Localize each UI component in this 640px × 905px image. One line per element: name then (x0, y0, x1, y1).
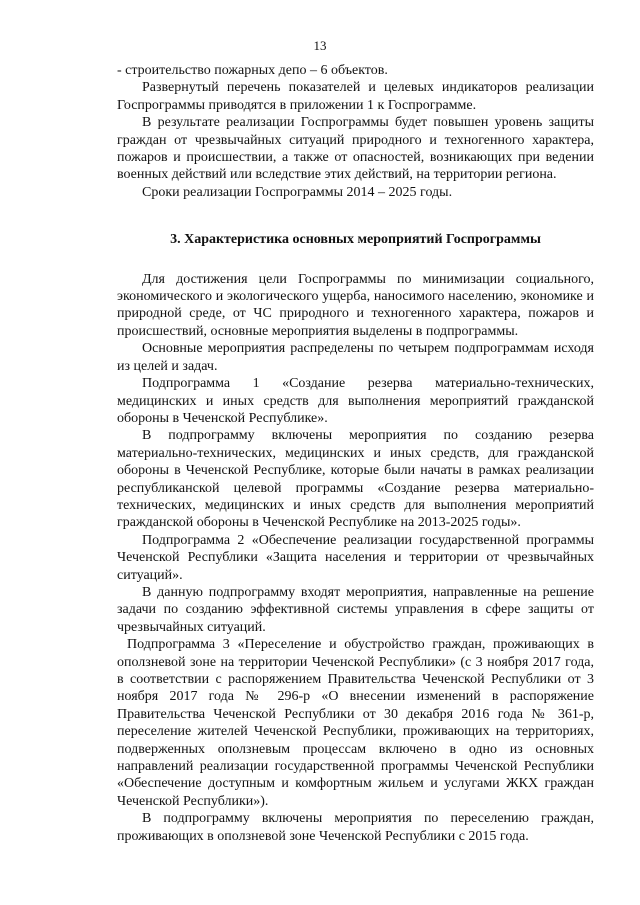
page-content (117, 62, 594, 845)
paragraph: Подпрограмма 1 «Создание резерва материально-технических, медицинских и иных средств для выполнения мероприятий гражданской обороны в Чеченской Республике». (117, 376, 594, 426)
paragraph: В данную подпрограмму входят мероприятия, направленные на решение задачи по созданию эффективной системы управления в сфере защиты от чрезвычайных ситуаций. (117, 584, 594, 635)
paragraph: Для достижения цели Госпрограммы по минимизации социального, экономического и экологического ущерба, наносимого населению, экономике и природной среде, от ЧС природного и техногенного характера, пожаров и происшествий, основные мероприятия выделены в подпрограммы. (117, 271, 594, 339)
top-section (117, 62, 594, 201)
section-heading: 3. Характеристика основных мероприятий Госпрограммы (170, 232, 541, 248)
paragraph: Основные мероприятия распределены по четырем подпрограммам исходя из целей и задач. (117, 341, 594, 374)
paragraph: - строительство пожарных депо – 6 объектов. (117, 63, 388, 78)
page-number: 13 (313, 38, 327, 53)
main-section (117, 271, 594, 845)
paragraph: В подпрограмму включены мероприятия по переселению граждан, проживающих в оползневой зоне Чеченской Республики с 2015 года. (117, 811, 594, 844)
paragraph: В подпрограмму включены мероприятия по созданию резерва материально-технических, медицинских и иных средств, для гражданской обороны в Чеченской Республике, которые были начаты в рамках реализации республиканской целевой программы «Создание резерва материально-технических, медицинских и иных средств для выполнения мероприятий гражданской обороны в Чеченской Республике на 2013-2025 годы». (117, 428, 594, 531)
paragraph: Сроки реализации Госпрограммы 2014 – 2025 годы. (142, 184, 453, 200)
paragraph: В результате реализации Госпрограммы будет повышен уровень защиты граждан от чрезвычайных ситуаций природного и техногенного характера, пожаров и происшествии, а также от опасностей, возникающих при ведении военных действий или вследствие этих действий, на территории региона. (117, 115, 594, 183)
paragraph: Развернутый перечень показателей и целевых индикаторов реализации Госпрограммы приводятся в приложении 1 к Госпрограмме. (117, 80, 594, 113)
paragraph: Подпрограмма 3 «Переселение и обустройство граждан, проживающих в оползневой зоне на территории Чеченской Республики» (с 3 ноября 2017 года, в соответствии с распоряжением Правительства Чеченской Республики от 3 ноября 2017 года № 296-р «О внесении изменений в распоряжение Правительства Чеченской Республики от 30 декабря 2016 года № 361-р, переселение жителей Чеченской Республики, проживающих на территориях, подверженных оползневым процессам включено в одно из основных направлений реализации государственной программы Чеченской Республики «Обеспечение доступным и комфортным жильем и услугами ЖКХ граждан Чеченской Республики»). (117, 637, 594, 809)
paragraph: Подпрограмма 2 «Обеспечение реализации государственной программы Чеченской Республики «Защита населения и территории от чрезвычайных ситуаций». (117, 532, 594, 583)
